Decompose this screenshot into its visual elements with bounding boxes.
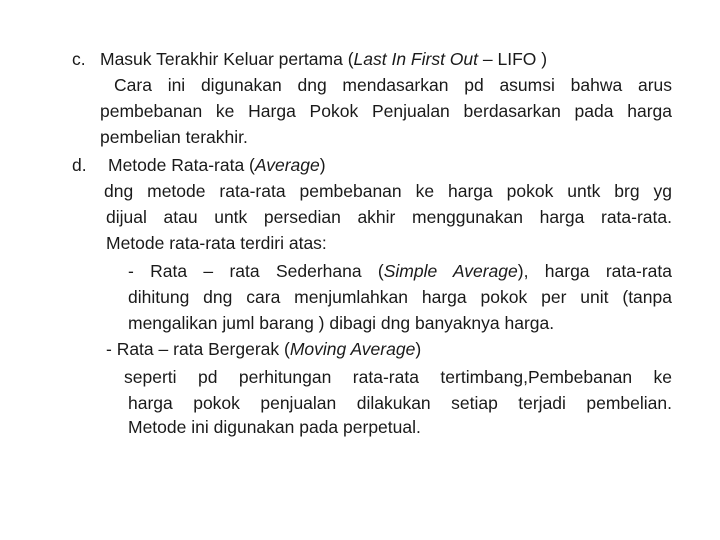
sub-simple-title-italic: Simple Average — [383, 261, 518, 281]
sub-moving-title-italic: Moving Average — [289, 339, 416, 359]
item-c-label: c. — [72, 49, 86, 69]
item-c-title-text: Masuk Terakhir Keluar pertama ( — [100, 49, 354, 69]
item-d-body-line-3: Metode rata-rata terdiri atas: — [106, 233, 327, 253]
sub-moving-title-end: ) — [415, 339, 422, 359]
item-d-title-italic: Average — [254, 155, 320, 175]
sub-simple-title-text: - Rata – rata Sederhana ( — [128, 261, 384, 281]
sub-moving-body-line-3: Metode ini digunakan pada perpetual. — [128, 417, 421, 437]
sub-simple-body-line-2: mengalikan juml barang ) dibagi dng banyaknya harga. — [128, 313, 555, 333]
item-c-title-italic: Last In First Out — [353, 49, 479, 69]
item-c-body-line-3: pembelian terakhir. — [100, 127, 248, 147]
item-c-body-line-2: pembebanan ke Harga Pokok Penjualan berdasarkan pada harga — [100, 101, 672, 121]
sub-moving-title-text: - Rata – rata Bergerak ( — [106, 339, 290, 359]
sub-simple-title — [128, 258, 672, 285]
sub-simple-body-line-1: dihitung dng cara menjumlahkan harga pokok per unit (tanpa — [128, 287, 672, 307]
sub-moving-body-line-1: seperti pd perhitungan rata-rata tertimbang,Pembebanan ke — [124, 367, 672, 387]
sub-moving-body-line-2: harga pokok penjualan dilakukan setiap terjadi pembelian. — [128, 393, 672, 413]
sub-moving-title — [106, 336, 421, 363]
item-d-label: d. — [72, 155, 87, 175]
item-d-body-line-1: dng metode rata-rata pembebanan ke harga pokok untk brg yg — [104, 181, 672, 201]
item-d-body-line-2: dijual atau untk persedian akhir menggunakan harga rata-rata. — [106, 207, 672, 227]
item-c-body-line-1: Cara ini digunakan dng mendasarkan pd asumsi bahwa arus — [114, 75, 672, 95]
item-d-title — [108, 152, 326, 179]
sub-simple-title-end: ), harga rata-rata — [517, 261, 672, 281]
item-d-title-text: Metode Rata-rata ( — [108, 155, 255, 175]
item-d-title-end: ) — [319, 155, 326, 175]
item-c-title — [100, 46, 547, 73]
item-c-title-end: – LIFO ) — [478, 49, 548, 69]
